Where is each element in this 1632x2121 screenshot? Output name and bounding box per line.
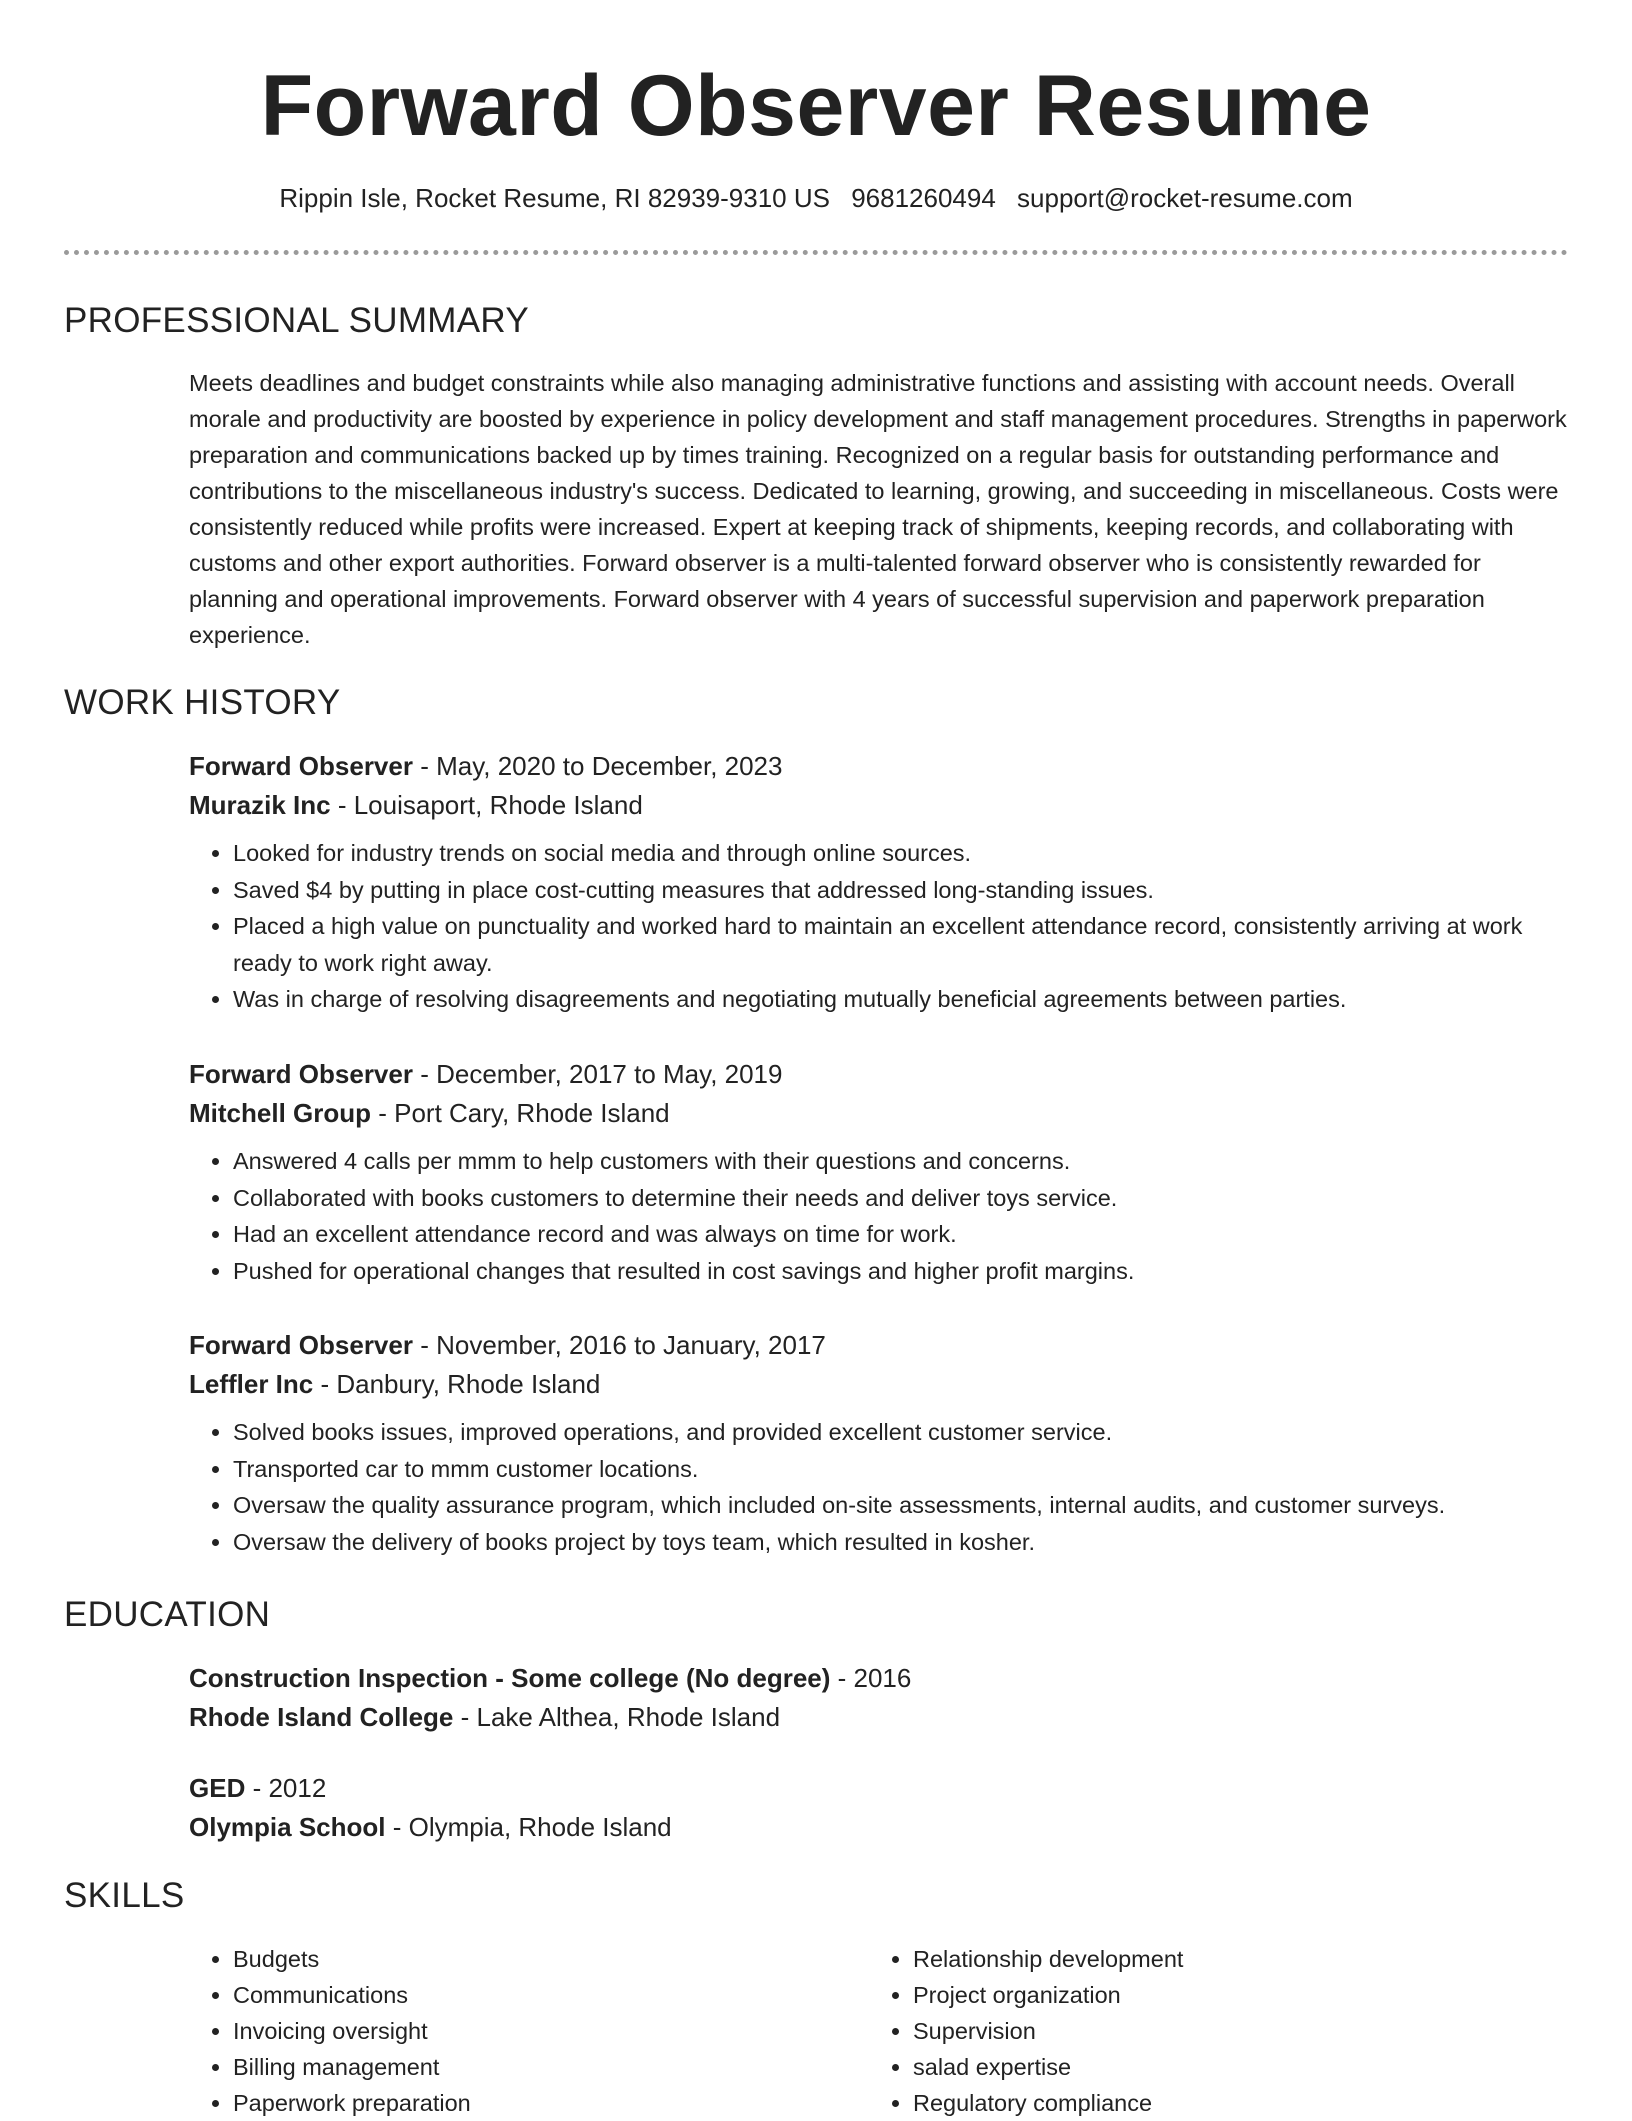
education-year: - 2012 bbox=[245, 1773, 327, 1803]
job-bullet: • Looked for industry trends on social media and through online sources. bbox=[233, 835, 1569, 872]
contact-email: support@rocket-resume.com bbox=[1017, 183, 1353, 213]
job-bullet: • Saved $4 by putting in place cost-cutting measures that addressed long-standing issues. bbox=[233, 872, 1569, 909]
job-bullet: • Had an excellent attendance record and was always on time for work. bbox=[233, 1216, 1569, 1253]
skill-item: • Billing management bbox=[233, 2049, 809, 2085]
job-title: Forward Observer bbox=[189, 751, 413, 781]
summary-text: Meets deadlines and budget constraints while also managing administrative functions and assisting with account needs. Overall morale and productivity are boosted by experience in policy development and staff management procedures. Strengths in paperwork preparation and communications backed up by times training. Recognized on a regular basis for outstanding performance and contributions to the miscellaneous industry's success. Dedicated to learning, growing, and succeeding in miscellaneous. Costs were consistently reduced while profits were increased. Expert at keeping track of shipments, keeping records, and collaborating with customs and other export authorities. Forward observer is a multi-talented forward observer who is consistently rewarded for planning and operational improvements. Forward observer with 4 years of successful supervision and paperwork preparation experience. bbox=[189, 370, 1567, 648]
resume-title: Forward Observer Resume bbox=[260, 58, 1372, 154]
job-company-line bbox=[189, 786, 1569, 825]
job-bullet: • Answered 4 calls per mmm to help customers with their questions and concerns. bbox=[233, 1143, 1569, 1180]
header-divider bbox=[64, 250, 1568, 255]
skill-item: • Communications bbox=[233, 1977, 809, 2013]
job-title-line bbox=[189, 1326, 1569, 1365]
job-dates: - May, 2020 to December, 2023 bbox=[412, 751, 783, 781]
education-degree-line bbox=[189, 1659, 1569, 1698]
skills-list bbox=[869, 1941, 1489, 2121]
job-bullet: • Transported car to mmm customer locations. bbox=[233, 1451, 1569, 1488]
job-bullet: • Pushed for operational changes that resulted in cost savings and higher profit margins. bbox=[233, 1253, 1569, 1290]
skill-item: • salad expertise bbox=[913, 2049, 1489, 2085]
job-bullets bbox=[189, 1414, 1569, 1560]
job-title-line bbox=[189, 747, 1569, 786]
education-degree: GED bbox=[189, 1773, 246, 1803]
job-entry bbox=[189, 747, 1569, 1018]
education-entry bbox=[189, 1769, 1569, 1847]
education-school: Olympia School bbox=[189, 1812, 386, 1842]
job-dates: - December, 2017 to May, 2019 bbox=[412, 1059, 783, 1089]
education-heading: EDUCATION bbox=[64, 1595, 271, 1634]
job-company-line bbox=[189, 1094, 1569, 1133]
education-school: Rhode Island College bbox=[189, 1702, 454, 1732]
skill-item: • Regulatory compliance bbox=[913, 2085, 1489, 2121]
education-school-line bbox=[189, 1808, 1569, 1847]
education-entry bbox=[189, 1659, 1569, 1737]
education-degree: Construction Inspection - Some college (No degree) bbox=[189, 1663, 831, 1693]
skill-item: • Invoicing oversight bbox=[233, 2013, 809, 2049]
job-bullet: • Oversaw the delivery of books project by toys team, which resulted in kosher. bbox=[233, 1524, 1569, 1561]
education-year: - 2016 bbox=[830, 1663, 912, 1693]
summary-heading: PROFESSIONAL SUMMARY bbox=[64, 301, 529, 340]
job-bullet: • Was in charge of resolving disagreements and negotiating mutually beneficial agreements between parties. bbox=[233, 981, 1569, 1018]
job-title: Forward Observer bbox=[189, 1330, 413, 1360]
job-bullet: • Placed a high value on punctuality and worked hard to maintain an excellent attendance record, consistently arriving at work ready to work right away. bbox=[233, 908, 1569, 981]
skill-item: • Project organization bbox=[913, 1977, 1489, 2013]
summary-block bbox=[189, 365, 1569, 653]
job-entry bbox=[189, 1055, 1569, 1289]
job-location: - Danbury, Rhode Island bbox=[313, 1369, 601, 1399]
contact-address: Rippin Isle, Rocket Resume, RI 82939-9310 US bbox=[279, 183, 830, 213]
skills-list bbox=[189, 1941, 809, 2121]
skill-item: • Paperwork preparation bbox=[233, 2085, 809, 2121]
job-company: Mitchell Group bbox=[189, 1098, 371, 1128]
job-location: - Louisaport, Rhode Island bbox=[330, 790, 643, 820]
job-company: Leffler Inc bbox=[189, 1369, 314, 1399]
education-school-line bbox=[189, 1698, 1569, 1737]
skills-column-left bbox=[189, 1941, 809, 2121]
contact-line bbox=[0, 178, 1632, 218]
skill-item: • Relationship development bbox=[913, 1941, 1489, 1977]
job-bullets bbox=[189, 835, 1569, 1018]
skill-item: • Supervision bbox=[913, 2013, 1489, 2049]
job-dates: - November, 2016 to January, 2017 bbox=[412, 1330, 826, 1360]
job-company-line bbox=[189, 1365, 1569, 1404]
education-location: - Lake Althea, Rhode Island bbox=[453, 1702, 781, 1732]
job-bullets bbox=[189, 1143, 1569, 1289]
work-history-heading: WORK HISTORY bbox=[64, 683, 341, 722]
job-bullet: • Oversaw the quality assurance program, which included on-site assessments, internal audits, and customer surveys. bbox=[233, 1487, 1569, 1524]
job-entry bbox=[189, 1326, 1569, 1560]
contact-phone: 9681260494 bbox=[851, 183, 996, 213]
job-location: - Port Cary, Rhode Island bbox=[371, 1098, 670, 1128]
skill-item: • Budgets bbox=[233, 1941, 809, 1977]
skills-heading: SKILLS bbox=[64, 1876, 185, 1915]
job-title: Forward Observer bbox=[189, 1059, 413, 1089]
education-degree-line bbox=[189, 1769, 1569, 1808]
education-location: - Olympia, Rhode Island bbox=[385, 1812, 672, 1842]
job-company: Murazik Inc bbox=[189, 790, 331, 820]
job-title-line bbox=[189, 1055, 1569, 1094]
skills-column-right bbox=[869, 1941, 1489, 2121]
job-bullet: • Solved books issues, improved operations, and provided excellent customer service. bbox=[233, 1414, 1569, 1451]
job-bullet: • Collaborated with books customers to determine their needs and deliver toys service. bbox=[233, 1180, 1569, 1217]
